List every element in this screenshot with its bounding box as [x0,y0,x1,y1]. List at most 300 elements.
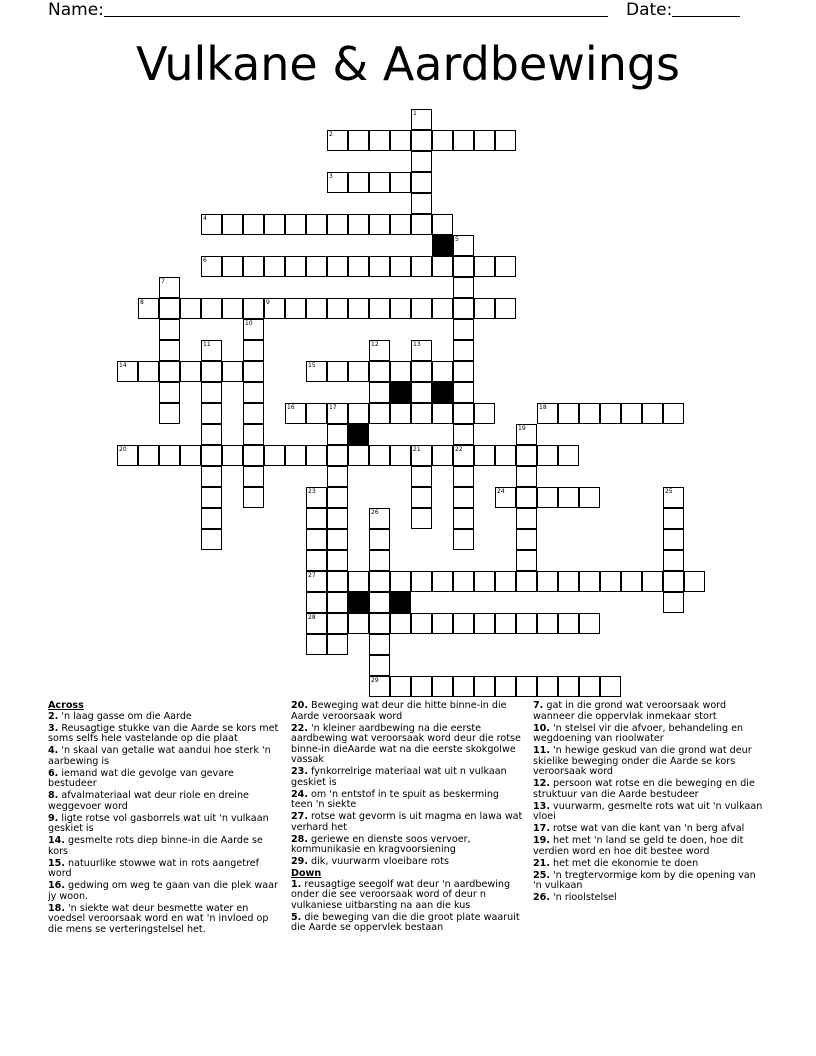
grid-cell[interactable] [369,340,390,361]
clue-number-label: 28. [291,833,308,845]
grid-cell[interactable] [621,403,642,424]
grid-cell[interactable] [327,571,348,592]
grid-cell[interactable] [327,403,348,424]
grid-cell[interactable] [159,319,180,340]
grid-cell[interactable] [348,403,369,424]
grid-cell[interactable] [453,298,474,319]
grid-cell[interactable] [201,298,222,319]
grid-cell[interactable] [453,613,474,634]
grid-cell[interactable] [201,340,222,361]
grid-cell[interactable] [474,403,495,424]
grid-cell[interactable] [411,571,432,592]
clue-number-label: 17. [533,823,550,834]
clue-item [48,712,280,723]
clue-number: 24 [497,488,505,495]
grid-cell[interactable] [306,256,327,277]
grid-cell[interactable] [558,613,579,634]
clue-number-label: 2. [48,710,59,722]
grid-cell[interactable] [243,424,264,445]
grid-cell[interactable] [348,298,369,319]
grid-cell[interactable] [243,340,264,361]
grid-cell[interactable] [558,676,579,697]
grid-cell[interactable] [264,445,285,466]
grid-cell[interactable] [495,256,516,277]
grid-cell[interactable] [306,550,327,571]
grid-cell[interactable] [432,571,453,592]
black-square [348,424,369,445]
grid-cell[interactable] [495,571,516,592]
grid-cell[interactable] [201,466,222,487]
grid-cell[interactable] [390,571,411,592]
grid-cell[interactable] [369,508,390,529]
clue-number-label: 20. [291,700,308,711]
clue-number: 16 [287,404,295,411]
across-heading: Across [48,700,84,711]
grid-cell[interactable] [516,445,537,466]
grid-cell[interactable] [516,529,537,550]
clue-number-label: 11. [533,745,550,756]
grid-cell[interactable] [453,508,474,529]
clue-number: 11 [203,341,211,348]
grid-cell[interactable] [159,382,180,403]
clue-number-label: 24. [291,788,308,800]
grid-cell[interactable] [411,340,432,361]
grid-cell[interactable] [306,529,327,550]
grid-cell[interactable] [264,298,285,319]
grid-cell[interactable] [537,445,558,466]
grid-cell[interactable] [453,130,474,151]
grid-cell[interactable] [222,256,243,277]
grid-cell[interactable] [411,298,432,319]
grid-cell[interactable] [327,613,348,634]
clue-text: gesmelte rots diep binne-in die Aarde se kors [48,835,263,857]
grid-cell[interactable] [201,508,222,529]
grid-cell[interactable] [390,256,411,277]
grid-cell[interactable] [411,256,432,277]
clue-text: rotse wat van die kant van 'n berg afval [550,823,745,834]
grid-cell[interactable] [663,592,684,613]
date-label: Date: [626,0,673,20]
grid-cell[interactable] [516,466,537,487]
grid-cell[interactable] [390,172,411,193]
grid-cell[interactable] [411,508,432,529]
grid-cell[interactable] [411,193,432,214]
grid-cell[interactable] [495,445,516,466]
grid-cell[interactable] [432,613,453,634]
grid-cell[interactable] [201,445,222,466]
grid-cell[interactable] [285,445,306,466]
clue-item [48,724,280,745]
clue-number-label: 21. [533,857,550,869]
grid-cell[interactable] [243,445,264,466]
grid-cell[interactable] [348,256,369,277]
grid-cell[interactable] [516,571,537,592]
grid-cell[interactable] [453,256,474,277]
grid-cell[interactable] [306,508,327,529]
clue-number-label: 6. [48,767,59,779]
clue-item [533,802,765,823]
grid-cell[interactable] [369,613,390,634]
clue-item [291,767,523,788]
grid-cell[interactable] [369,550,390,571]
grid-cell[interactable] [411,466,432,487]
grid-cell[interactable] [201,403,222,424]
clue-number-label: 19. [533,835,550,846]
grid-cell[interactable] [306,361,327,382]
grid-cell[interactable] [663,529,684,550]
grid-cell[interactable] [474,298,495,319]
grid-cell[interactable] [390,403,411,424]
grid-cell[interactable] [474,445,495,466]
grid-cell[interactable] [327,298,348,319]
grid-cell[interactable] [243,382,264,403]
clue-number: 2 [329,131,333,138]
grid-cell[interactable] [537,676,558,697]
grid-cell[interactable] [327,256,348,277]
grid-cell[interactable] [474,676,495,697]
grid-cell[interactable] [243,403,264,424]
grid-cell[interactable] [663,550,684,571]
grid-cell[interactable] [306,445,327,466]
clue-item [533,724,765,745]
black-square [432,235,453,256]
grid-cell[interactable] [348,613,369,634]
grid-cell[interactable] [327,529,348,550]
clue-text: iemand wat die gevolge van gevare bestudeer [48,767,234,789]
grid-cell[interactable] [579,571,600,592]
grid-cell[interactable] [432,676,453,697]
clue-number: 3 [329,173,333,180]
grid-cell[interactable] [537,571,558,592]
clue-item [533,893,765,904]
grid-cell[interactable] [327,592,348,613]
clue-text: 'n laag gasse om die Aarde [58,710,192,722]
grid-cell[interactable] [453,382,474,403]
clue-number-label: 14. [48,835,65,846]
grid-cell[interactable] [327,424,348,445]
grid-cell[interactable] [327,172,348,193]
grid-cell[interactable] [453,235,474,256]
grid-cell[interactable] [243,214,264,235]
grid-cell[interactable] [684,571,705,592]
clue-item [533,871,765,892]
grid-cell[interactable] [453,277,474,298]
grid-cell[interactable] [369,130,390,151]
grid-cell[interactable] [579,676,600,697]
grid-cell[interactable] [453,403,474,424]
grid-cell[interactable] [558,403,579,424]
grid-cell[interactable] [159,340,180,361]
grid-cell[interactable] [516,613,537,634]
grid-cell[interactable] [579,403,600,424]
grid-cell[interactable] [642,403,663,424]
grid-cell[interactable] [201,256,222,277]
clue-text: dik, vuurwarm vloeibare rots [308,856,449,867]
grid-cell[interactable] [453,571,474,592]
clue-number-label: 4. [48,745,59,756]
grid-cell[interactable] [369,655,390,676]
grid-cell[interactable] [432,130,453,151]
grid-cell[interactable] [390,298,411,319]
grid-cell[interactable] [432,445,453,466]
grid-cell[interactable] [348,445,369,466]
grid-cell[interactable] [411,487,432,508]
clue-item [533,779,765,800]
grid-cell[interactable] [390,361,411,382]
grid-cell[interactable] [390,445,411,466]
grid-cell[interactable] [159,361,180,382]
grid-cell[interactable] [306,214,327,235]
grid-cell[interactable] [243,319,264,340]
grid-cell[interactable] [222,445,243,466]
grid-cell[interactable] [327,214,348,235]
grid-cell[interactable] [495,487,516,508]
grid-cell[interactable] [327,361,348,382]
grid-cell[interactable] [453,676,474,697]
grid-cell[interactable] [432,214,453,235]
clue-item [48,791,280,812]
grid-cell[interactable] [537,613,558,634]
clue-number-label: 16. [48,880,65,891]
grid-cell[interactable] [306,298,327,319]
clue-item [48,769,280,790]
grid-cell[interactable] [306,571,327,592]
grid-cell[interactable] [369,403,390,424]
grid-cell[interactable] [348,361,369,382]
grid-cell[interactable] [537,487,558,508]
grid-cell[interactable] [201,424,222,445]
grid-cell[interactable] [180,298,201,319]
grid-cell[interactable] [579,613,600,634]
grid-cell[interactable] [411,382,432,403]
grid-cell[interactable] [369,592,390,613]
clue-text: geriewe en dienste soos vervoer, kommunikasie en kragvoorsiening [291,833,471,855]
grid-cell[interactable] [369,172,390,193]
clue-number: 1 [413,110,417,117]
grid-cell[interactable] [411,151,432,172]
grid-cell[interactable] [432,403,453,424]
grid-cell[interactable] [411,172,432,193]
clue-text: 'n kleiner aardbewing na die eerste aardbewing wat veroorsaak word deur die rotse binne-in dieAarde wat na die eerste skokgolwe vassak [291,722,521,765]
grid-cell[interactable] [285,298,306,319]
grid-cell[interactable] [306,634,327,655]
grid-cell[interactable] [495,130,516,151]
grid-cell[interactable] [411,613,432,634]
grid-cell[interactable] [285,256,306,277]
grid-cell[interactable] [243,256,264,277]
grid-cell[interactable] [516,676,537,697]
grid-cell[interactable] [285,403,306,424]
grid-cell[interactable] [369,298,390,319]
grid-cell[interactable] [306,487,327,508]
grid-cell[interactable] [327,487,348,508]
grid-cell[interactable] [243,298,264,319]
grid-cell[interactable] [411,403,432,424]
grid-cell[interactable] [201,382,222,403]
grid-cell[interactable] [432,298,453,319]
grid-cell[interactable] [117,361,138,382]
grid-cell[interactable] [369,214,390,235]
grid-cell[interactable] [243,487,264,508]
grid-cell[interactable] [369,676,390,697]
grid-cell[interactable] [453,361,474,382]
grid-cell[interactable] [411,130,432,151]
grid-cell[interactable] [243,361,264,382]
grid-cell[interactable] [327,550,348,571]
grid-cell[interactable] [495,298,516,319]
grid-cell[interactable] [558,445,579,466]
grid-cell[interactable] [369,571,390,592]
grid-cell[interactable] [390,214,411,235]
grid-cell[interactable] [474,256,495,277]
grid-cell[interactable] [117,445,138,466]
grid-cell[interactable] [201,214,222,235]
clue-text: natuurlike stowwe wat in rots aangetref word [48,857,259,879]
grid-cell[interactable] [180,445,201,466]
grid-cell[interactable] [453,340,474,361]
grid-cell[interactable] [369,382,390,403]
grid-cell[interactable] [558,571,579,592]
grid-cell[interactable] [663,508,684,529]
grid-cell[interactable] [600,676,621,697]
clue-text: 'n tregtervormige kom by die opening van 'n vulkaan [533,869,756,891]
grid-cell[interactable] [411,445,432,466]
grid-cell[interactable] [264,256,285,277]
grid-cell[interactable] [201,487,222,508]
grid-cell[interactable] [453,487,474,508]
grid-cell[interactable] [411,214,432,235]
clue-number-label: 12. [533,778,550,789]
grid-cell[interactable] [411,361,432,382]
grid-cell[interactable] [621,571,642,592]
grid-cell[interactable] [537,403,558,424]
grid-cell[interactable] [201,529,222,550]
clue-number: 26 [371,509,379,516]
grid-cell[interactable] [243,466,264,487]
clue-text: fynkorrelrige materiaal wat uit n vulkaan geskiet is [291,766,507,788]
grid-cell[interactable] [432,361,453,382]
clue-item [48,836,280,857]
grid-cell[interactable] [453,424,474,445]
grid-cell[interactable] [348,214,369,235]
grid-cell[interactable] [516,487,537,508]
clue-item [291,812,523,833]
grid-cell[interactable] [600,571,621,592]
grid-cell[interactable] [516,550,537,571]
clue-text: 'n skaal van getalle wat aandui hoe sterk 'n aarbewing is [48,745,271,767]
grid-cell[interactable] [453,445,474,466]
puzzle-title: Vulkane & Aardbewings [135,37,681,91]
clue-item [48,904,280,936]
grid-cell[interactable] [306,403,327,424]
grid-cell[interactable] [474,571,495,592]
grid-cell[interactable] [138,361,159,382]
grid-cell[interactable] [159,403,180,424]
grid-cell[interactable] [348,172,369,193]
clue-number-label: 5. [291,911,302,923]
grid-cell[interactable] [222,361,243,382]
grid-cell[interactable] [600,403,621,424]
clue-text: persoon wat rotse en die beweging en die struktuur van die Aarde bestudeer [533,778,755,800]
grid-cell[interactable] [495,613,516,634]
grid-cell[interactable] [159,445,180,466]
clue-number: 20 [119,446,127,453]
clue-item [48,881,280,902]
clue-item [291,790,523,811]
grid-cell[interactable] [642,571,663,592]
clue-number: 14 [119,362,127,369]
grid-cell[interactable] [579,487,600,508]
grid-cell[interactable] [369,529,390,550]
clue-number-label: 1. [291,878,302,890]
grid-cell[interactable] [138,445,159,466]
grid-cell[interactable] [432,256,453,277]
grid-cell[interactable] [495,676,516,697]
clue-number-label: 23. [291,766,308,777]
clue-number: 17 [329,404,337,411]
grid-cell[interactable] [327,466,348,487]
grid-cell[interactable] [474,130,495,151]
grid-cell[interactable] [390,130,411,151]
grid-cell[interactable] [453,319,474,340]
grid-cell[interactable] [201,361,222,382]
grid-cell[interactable] [222,214,243,235]
clue-text: gedwing om weg te gaan van die plek waar jy woon. [48,880,278,902]
grid-cell[interactable] [663,571,684,592]
clue-number: 28 [308,614,316,621]
grid-cell[interactable] [327,130,348,151]
grid-cell[interactable] [516,508,537,529]
grid-cell[interactable] [327,634,348,655]
grid-cell[interactable] [369,361,390,382]
name-label: Name: [48,0,104,20]
grid-cell[interactable] [453,529,474,550]
grid-cell[interactable] [327,508,348,529]
grid-cell[interactable] [138,298,159,319]
clue-number: 19 [518,425,526,432]
grid-cell[interactable] [222,298,243,319]
grid-cell[interactable] [306,592,327,613]
grid-cell[interactable] [264,214,285,235]
grid-cell[interactable] [327,445,348,466]
grid-cell[interactable] [390,613,411,634]
clue-number-label: 22. [291,722,308,734]
grid-cell[interactable] [306,613,327,634]
grid-cell[interactable] [180,361,201,382]
grid-cell[interactable] [663,403,684,424]
grid-cell[interactable] [474,613,495,634]
grid-cell[interactable] [411,676,432,697]
grid-cell[interactable] [390,676,411,697]
grid-cell[interactable] [348,571,369,592]
grid-cell[interactable] [411,109,432,130]
grid-cell[interactable] [159,298,180,319]
clue-text: afvalmateriaal wat deur riole en dreine weggevoer word [48,790,249,812]
clue-text: gat in die grond wat veroorsaak word wanneer die oppervlak inmekaar stort [533,700,727,722]
black-square [432,382,453,403]
grid-cell[interactable] [663,487,684,508]
grid-cell[interactable] [453,466,474,487]
grid-cell[interactable] [159,277,180,298]
grid-cell[interactable] [558,487,579,508]
grid-cell[interactable] [285,214,306,235]
grid-cell[interactable] [369,256,390,277]
grid-cell[interactable] [369,445,390,466]
grid-cell[interactable] [516,424,537,445]
clue-item [533,836,765,857]
grid-cell[interactable] [348,130,369,151]
grid-cell[interactable] [369,634,390,655]
